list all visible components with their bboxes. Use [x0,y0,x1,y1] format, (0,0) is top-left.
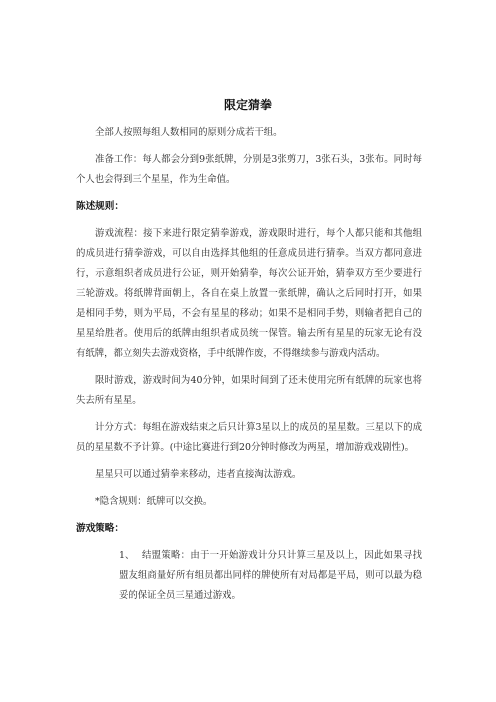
intro-paragraph: 全部人按照每组人数相同的原则分成若干组。 [95,127,283,138]
document-body [76,123,422,606]
rule-paragraph-star-transfer: 星星只可以通过猜拳来移动，违者直接淘汰游戏。 [95,469,302,480]
document-title: 限定猜拳 [223,98,272,112]
strategy-heading: 游戏策略： [76,523,124,534]
strategy-list-item [76,546,422,606]
rule-paragraph-flow: 游戏流程：接下来进行限定猜拳游戏，游戏限时进行，每个人都只能和其他组的成员进行猜拳游戏，可以自由选择其他组的任意成员进行猜拳。当双方都同意进行，示意组织者成员进行公证，则开始猜拳，每次公证开始，猜拳双方至少要进行三轮游戏。将纸牌背面朝上，各自在桌上放置一张纸牌，确认之后同时打开，如果是相同手势，则为平局，不会有星星的移动；如果不是相同手势，则输者把自己的星星给胜者。使用后的纸牌由组织者成员统一保管。输去所有星星的玩家无论有没有纸牌，都立刻失去游戏资格，手中纸牌作废，不得继续参与游戏内活动。 [76,228,422,359]
rule-paragraph-time-limit: 限时游戏，游戏时间为40分钟，如果时间到了还未使用完所有纸牌的玩家也将失去所有星星。 [76,375,422,406]
rule-paragraph-scoring: 计分方式：每组在游戏结束之后只计算3星以上的成员的星星数。三星以下的成员的星星数不予计算。(中途比赛进行到20分钟时修改为两星，增加游戏戏剧性)。 [76,422,422,453]
rule-paragraph-hidden-rule: *隐含规则：纸牌可以交换。 [95,496,213,507]
preparation-paragraph: 准备工作：每人都会分到9张纸牌，分别是3张剪刀，3张石头，3张布。同时每个人也会得到三个星星，作为生命值。 [76,154,422,185]
rules-heading: 陈述规则： [76,201,124,212]
strategy-text: 结盟策略：由于一开始游戏计分只计算三星及以上，因此如果寻找盟友组商量好所有组员都出同样的牌使所有对局都是平局，则可以最为稳妥的保证全员三星通过游戏。 [119,550,422,601]
strategy-number: 1、 [119,550,135,561]
